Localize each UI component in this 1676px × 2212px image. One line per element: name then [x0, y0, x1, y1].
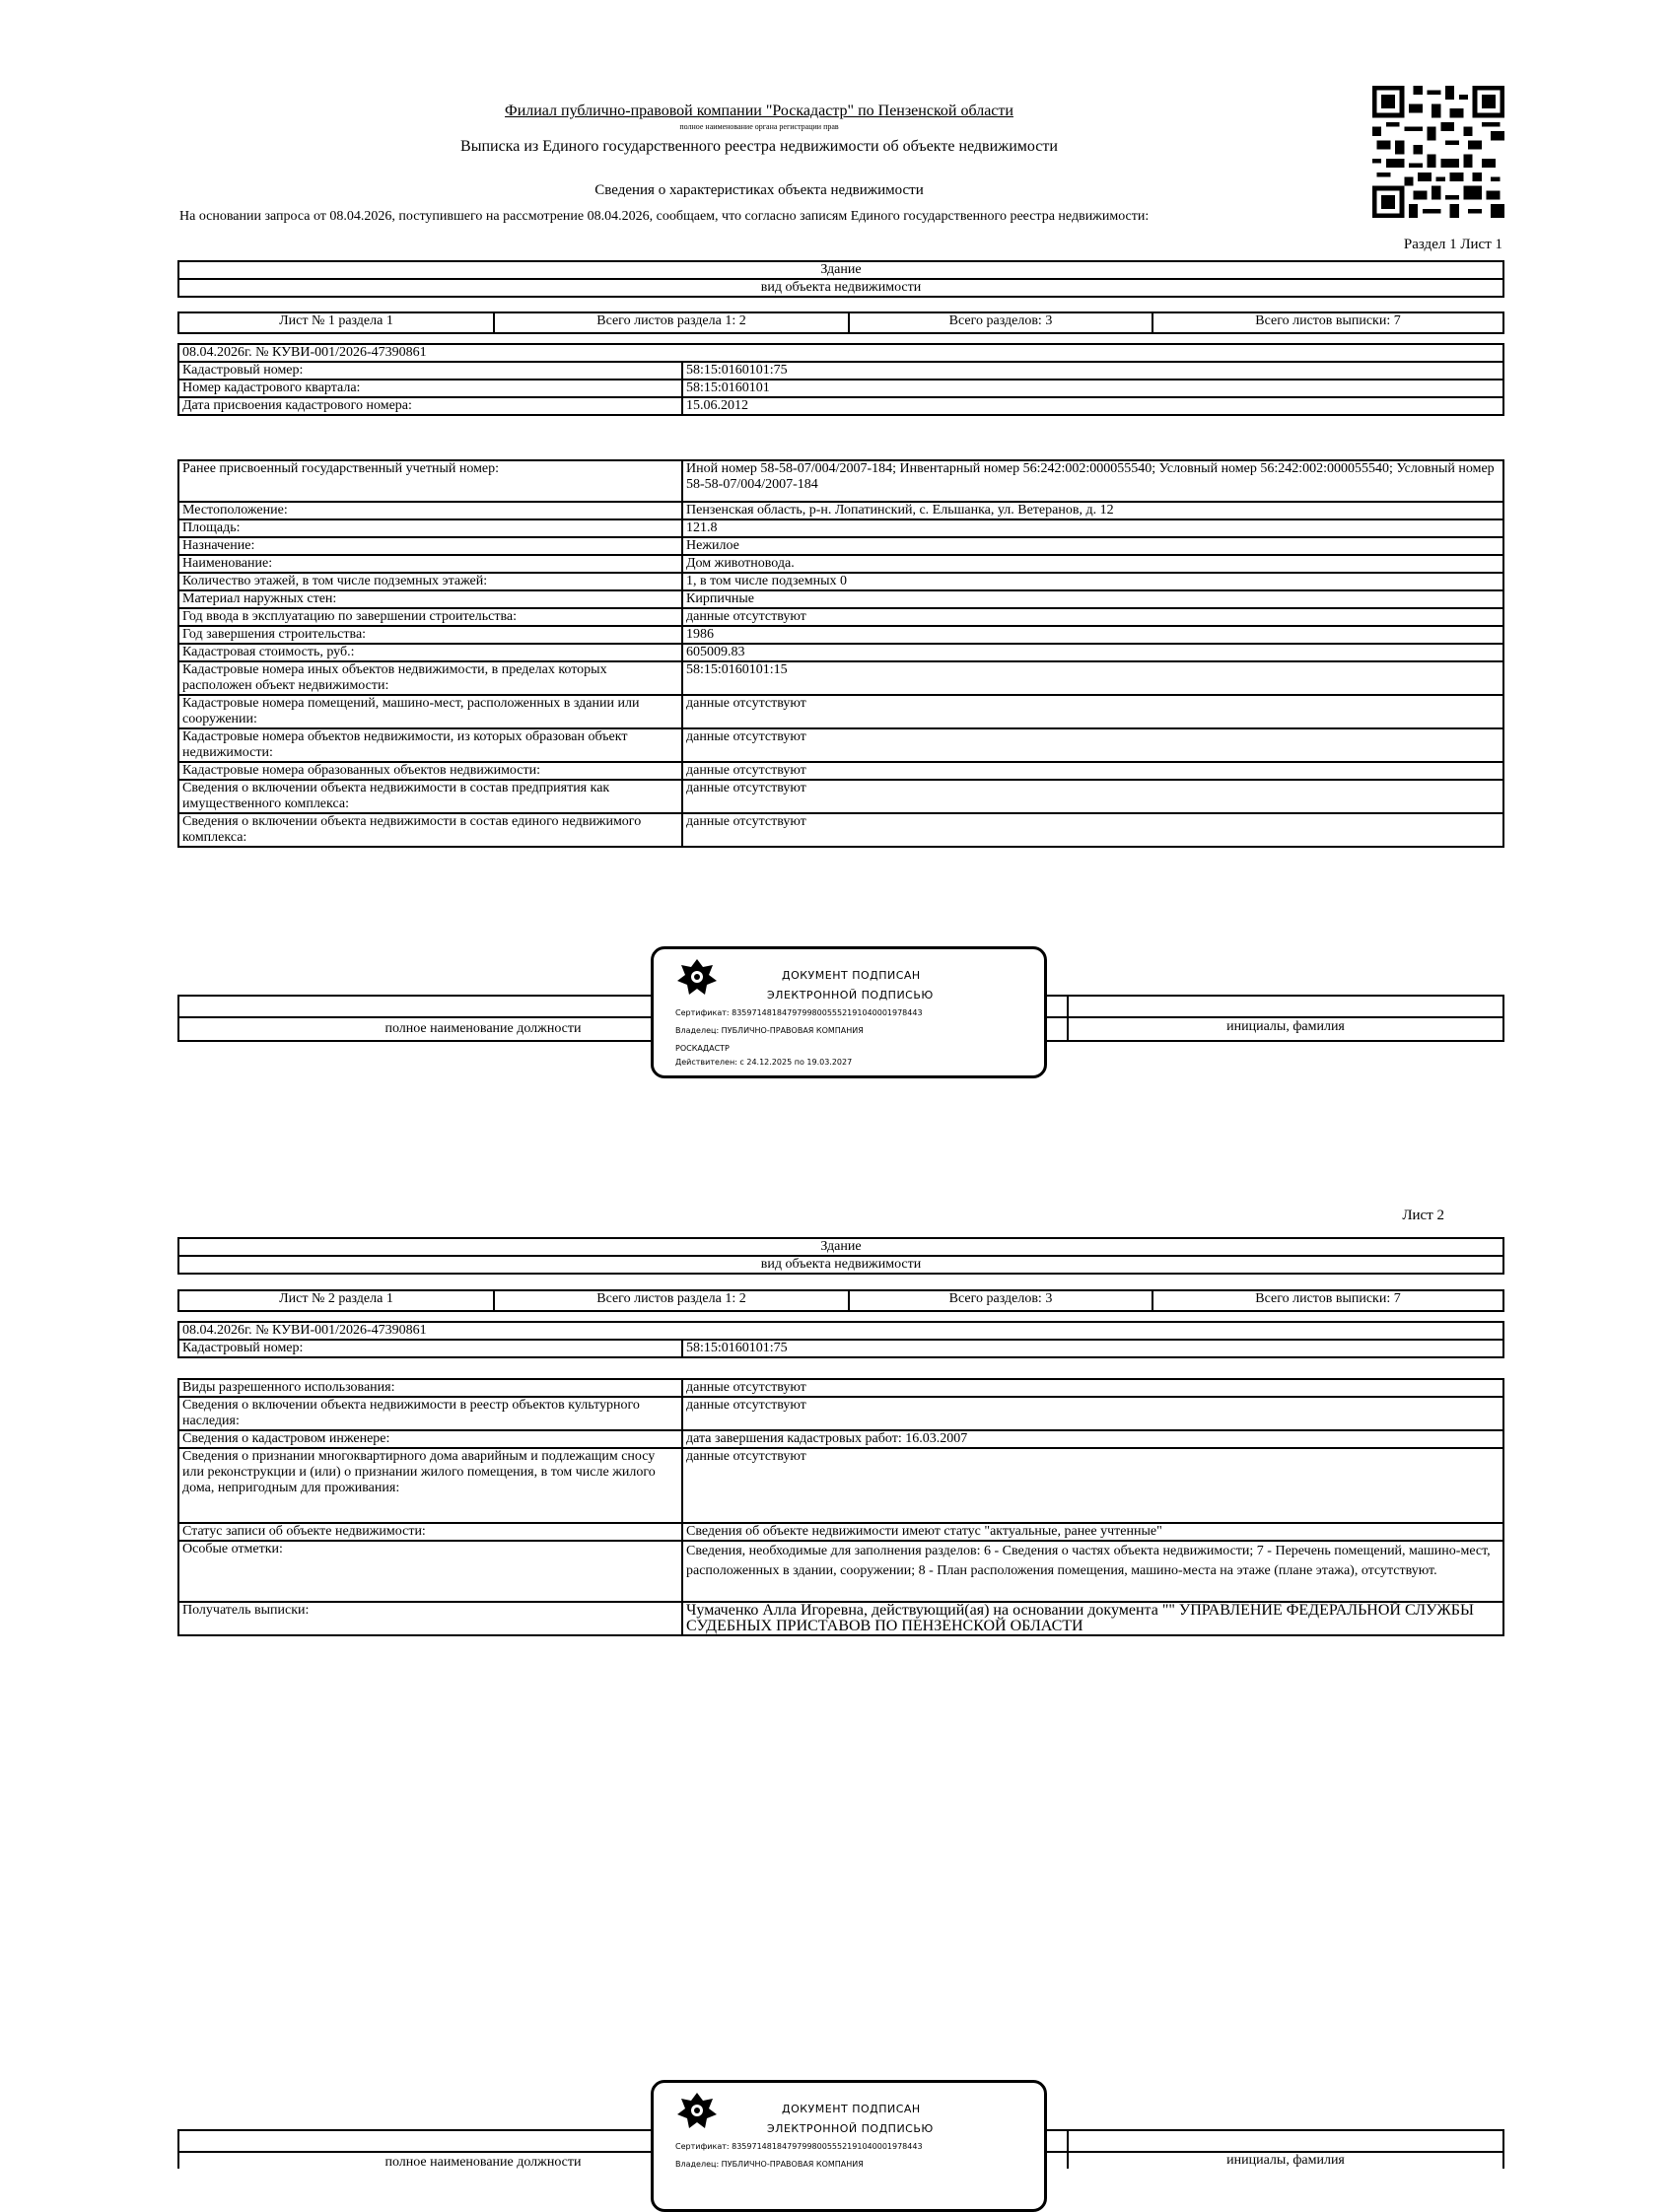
field-value: Иной номер 58-58-07/004/2007-184; Инвентарный номер 56:242:002:000055540; Условный номер 56:242:002:000055540; Условный номер 58-58-07/004/2007-184: [682, 460, 1503, 502]
field-label: Номер кадастрового квартала:: [178, 380, 682, 397]
position-caption: полное наименование должности: [384, 1021, 582, 1036]
field-label: Сведения о включении объекта недвижимости в состав единого недвижимого комплекса:: [178, 813, 682, 847]
sheet2-reference: Лист 2: [1402, 1208, 1444, 1223]
section-sheets-total: Всего листов раздела 1: 2: [494, 312, 849, 333]
signature-border-right: [1502, 995, 1504, 1042]
position-caption: полное наименование должности: [384, 2155, 582, 2170]
field-value: 58:15:0160101:15: [682, 661, 1503, 695]
stamp-validity: Действителен: с 24.12.2025 по 19.03.2027: [675, 1058, 853, 1067]
field-label: Сведения о кадастровом инженере:: [178, 1430, 682, 1448]
signature-border-right: [1502, 2129, 1504, 2169]
extract-sheets-total: Всего листов выписки: 7: [1152, 1290, 1503, 1311]
sheet1-identity-table: [177, 343, 1504, 416]
field-value: данные отсутствуют: [682, 695, 1503, 728]
field-label: Ранее присвоенный государственный учетный номер:: [178, 460, 682, 502]
field-label: Кадастровая стоимость, руб.:: [178, 644, 682, 661]
field-label: Дата присвоения кадастрового номера:: [178, 397, 682, 415]
sections-total: Всего разделов: 3: [849, 1290, 1152, 1311]
field-label: Местоположение:: [178, 502, 682, 519]
qr-code-icon: [1372, 86, 1504, 218]
sheet1-characteristics-table: [177, 459, 1504, 848]
field-value: дата завершения кадастровых работ: 16.03.2007: [682, 1430, 1503, 1448]
stamp-owner-2: РОСКАДАСТР: [675, 1044, 730, 1053]
field-value: данные отсутствуют: [682, 1448, 1503, 1523]
field-value: данные отсутствуют: [682, 1379, 1503, 1397]
sheet2-identity-table: [177, 1321, 1504, 1358]
field-label: Сведения о признании многоквартирного дома аварийным и подлежащим сносу или реконструкции и (или) о признании жилого помещения, в том числе жилого дома, непригодным для проживания:: [178, 1448, 682, 1523]
field-label: Сведения о включении объекта недвижимости в состав предприятия как имущественного комплекса:: [178, 780, 682, 813]
field-label: Виды разрешенного использования:: [178, 1379, 682, 1397]
field-label: Назначение:: [178, 537, 682, 555]
field-label: Кадастровые номера объектов недвижимости, из которых образован объект недвижимости:: [178, 728, 682, 762]
document-number: 08.04.2026г. № КУВИ-001/2026-47390861: [178, 1322, 1503, 1340]
field-value: Сведения об объекте недвижимости имеют статус "актуальные, ранее учтенные": [682, 1523, 1503, 1541]
field-value: Нежилое: [682, 537, 1503, 555]
stamp-line-1: ДОКУМЕНТ ПОДПИСАН: [782, 969, 921, 982]
field-value: Кирпичные: [682, 590, 1503, 608]
stamp-owner: Владелец: ПУБЛИЧНО-ПРАВОВАЯ КОМПАНИЯ: [675, 2160, 864, 2169]
extract-sheets-total: Всего листов выписки: 7: [1152, 312, 1503, 333]
field-value: 58:15:0160101:75: [682, 362, 1503, 380]
field-value: 58:15:0160101: [682, 380, 1503, 397]
stamp-line-2: ЭЛЕКТРОННОЙ ПОДПИСЬЮ: [767, 989, 934, 1002]
field-value: 121.8: [682, 519, 1503, 537]
field-value: данные отсутствуют: [682, 608, 1503, 626]
sheet1-sheet-info-bar: [177, 311, 1504, 334]
field-value: Дом животновода.: [682, 555, 1503, 573]
organization-name: Филиал публично-правовой компании "Роскадастр" по Пензенской области: [505, 103, 1013, 119]
field-label: Материал наружных стен:: [178, 590, 682, 608]
field-value: 1, в том числе подземных 0: [682, 573, 1503, 590]
electronic-signature-stamp: [651, 946, 1047, 1078]
organization-caption: полное наименование органа регистрации прав: [679, 122, 839, 131]
field-label: Площадь:: [178, 519, 682, 537]
electronic-signature-stamp: [651, 2080, 1047, 2212]
field-label: Кадастровый номер:: [178, 1340, 682, 1357]
field-value: 58:15:0160101:75: [682, 1340, 1503, 1357]
field-label: Год ввода в эксплуатацию по завершении строительства:: [178, 608, 682, 626]
stamp-owner: Владелец: ПУБЛИЧНО-ПРАВОВАЯ КОМПАНИЯ: [675, 1026, 864, 1035]
object-type: Здание: [178, 1238, 1503, 1256]
field-value: данные отсутствуют: [682, 728, 1503, 762]
field-value: 15.06.2012: [682, 397, 1503, 415]
field-label: Количество этажей, в том числе подземных этажей:: [178, 573, 682, 590]
section-sheets-total: Всего листов раздела 1: 2: [494, 1290, 849, 1311]
sheet1-object-type-table: [177, 260, 1504, 298]
field-label: Кадастровый номер:: [178, 362, 682, 380]
field-value: данные отсутствуют: [682, 813, 1503, 847]
field-label: Статус записи об объекте недвижимости:: [178, 1523, 682, 1541]
field-label: Сведения о включении объекта недвижимости в реестр объектов культурного наследия:: [178, 1397, 682, 1430]
stamp-line-1: ДОКУМЕНТ ПОДПИСАН: [782, 2103, 921, 2115]
field-value: 1986: [682, 626, 1503, 644]
stamp-line-2: ЭЛЕКТРОННОЙ ПОДПИСЬЮ: [767, 2122, 934, 2135]
field-label: Особые отметки:: [178, 1541, 682, 1602]
field-label: Кадастровые номера иных объектов недвижимости, в пределах которых расположен объект недвижимости:: [178, 661, 682, 695]
field-label: Год завершения строительства:: [178, 626, 682, 644]
field-value: данные отсутствуют: [682, 762, 1503, 780]
sheet2-sheet-info-bar: [177, 1289, 1504, 1312]
field-value: данные отсутствуют: [682, 780, 1503, 813]
sheet-number: Лист № 2 раздела 1: [178, 1290, 494, 1311]
emblem-icon: [675, 957, 719, 997]
sections-total: Всего разделов: 3: [849, 312, 1152, 333]
sheet2-characteristics-table: [177, 1378, 1504, 1636]
field-value: данные отсутствуют: [682, 1397, 1503, 1430]
object-type-caption: вид объекта недвижимости: [178, 279, 1503, 297]
object-type-caption: вид объекта недвижимости: [178, 1256, 1503, 1274]
object-type: Здание: [178, 261, 1503, 279]
field-label: Наименование:: [178, 555, 682, 573]
name-caption: инициалы, фамилия: [1226, 1019, 1345, 1034]
request-basis-text: На основании запроса от 08.04.2026, поступившего на рассмотрение 08.04.2026, сообщаем, что согласно записям Единого государственного реестра недвижимости:: [179, 209, 1150, 224]
sheet-number: Лист № 1 раздела 1: [178, 312, 494, 333]
field-label: Получатель выписки:: [178, 1602, 682, 1635]
field-value: Чумаченко Алла Игоревна, действующий(ая) на основании документа "" УПРАВЛЕНИЕ ФЕДЕРАЛЬНОЙ СЛУЖБЫ СУДЕБНЫХ ПРИСТАВОВ ПО ПЕНЗЕНСКОЙ ОБЛАСТИ: [682, 1602, 1503, 1635]
field-label: Кадастровые номера образованных объектов недвижимости:: [178, 762, 682, 780]
field-value: Пензенская область, р-н. Лопатинский, с. Ельшанка, ул. Ветеранов, д. 12: [682, 502, 1503, 519]
name-caption: инициалы, фамилия: [1226, 2153, 1345, 2168]
field-label: Кадастровые номера помещений, машино-мест, расположенных в здании или сооружении:: [178, 695, 682, 728]
field-value: Сведения, необходимые для заполнения разделов: 6 - Сведения о частях объекта недвижимости; 7 - Перечень помещений, машино-мест, расположенных в здании, сооружении; 8 - План расположения помещения, машино-места на этаже (плане этажа), отсутствуют.: [682, 1541, 1503, 1602]
stamp-certificate: Сертификат: 83597148184797998005552191040001978443: [675, 1008, 923, 1017]
document-number: 08.04.2026г. № КУВИ-001/2026-47390861: [178, 344, 1503, 362]
sheet2-object-type-table: [177, 1237, 1504, 1275]
emblem-icon: [675, 2091, 719, 2130]
section-title: Сведения о характеристиках объекта недвижимости: [594, 182, 924, 198]
field-value: 605009.83: [682, 644, 1503, 661]
document-title: Выписка из Единого государственного реестра недвижимости об объекте недвижимости: [460, 138, 1058, 155]
sheet1-reference: Раздел 1 Лист 1: [1403, 237, 1502, 252]
stamp-certificate: Сертификат: 83597148184797998005552191040001978443: [675, 2142, 923, 2151]
